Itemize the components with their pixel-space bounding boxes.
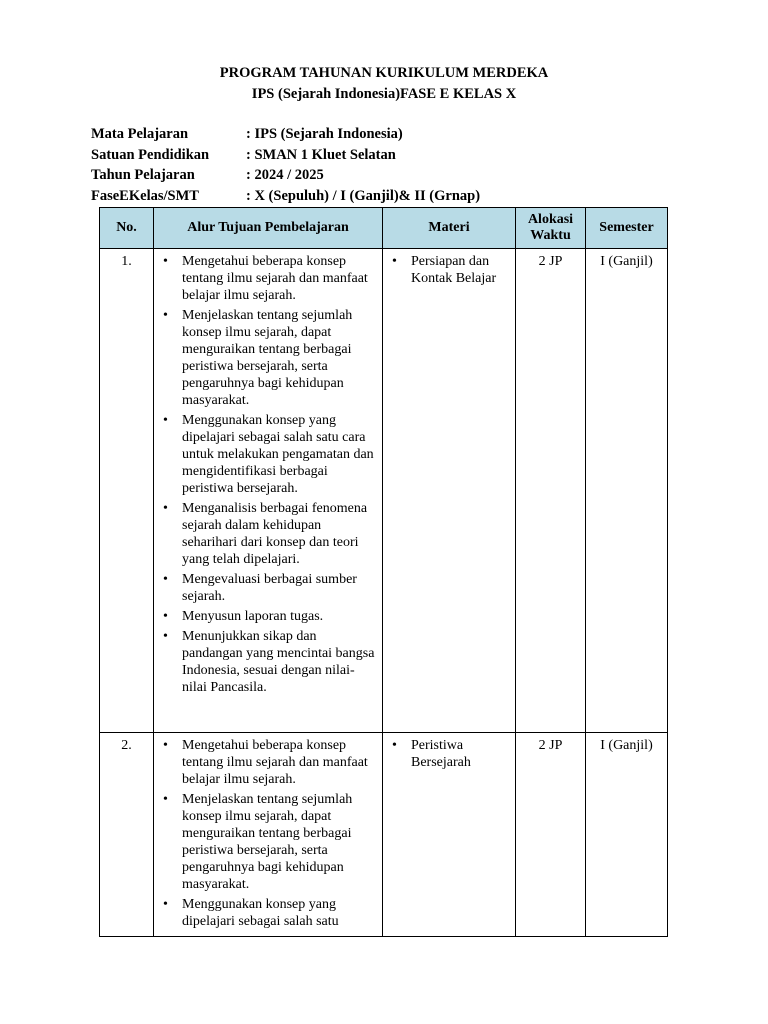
materi-cell [383, 249, 516, 733]
info-label: Satuan Pendidikan [91, 146, 210, 163]
materi-cell [383, 733, 516, 937]
info-label: Tahun Pelajaran [91, 167, 195, 184]
table-row [100, 733, 668, 937]
info-value: : SMAN 1 Kluet Selatan [246, 146, 396, 163]
semester-cell: I (Ganjil) [586, 733, 668, 937]
atp-list [154, 253, 376, 696]
header-alokasi: Alokasi Waktu [516, 208, 586, 249]
materi-item: • Persiapan dan Kontak Belajar [383, 253, 509, 287]
info-value: : 2024 / 2025 [246, 167, 324, 184]
table-row [100, 249, 668, 733]
header-no: No. [100, 208, 154, 249]
identity-block [91, 124, 480, 206]
row-number: 2. [100, 733, 154, 937]
semester-cell: I (Ganjil) [586, 249, 668, 733]
atp-item: • Menjelaskan tentang sejumlah konsep ilmu sejarah, dapat menguraikan tentang berbagai peristiwa bersejarah, serta pengaruhnya bagi kehidupan masyarakat. [154, 791, 376, 893]
atp-item: • Menjelaskan tentang sejumlah konsep ilmu sejarah, dapat menguraikan tentang berbagai peristiwa bersejarah, serta pengaruhnya bagi kehidupan masyarakat. [154, 307, 376, 409]
info-label: Mata Pelajaran [91, 126, 189, 142]
alokasi-cell: 2 JP [516, 249, 586, 733]
atp-item: • Menganalisis berbagai fenomena sejarah dalam kehidupan seharihari dari konsep dan teori yang telah dipelajari. [154, 500, 376, 568]
materi-list [383, 737, 509, 771]
document-subtitle: IPS (Sejarah Indonesia)FASE E KELAS X [251, 86, 517, 102]
atp-item: • Menunjukkan sikap dan pandangan yang mencintai bangsa Indonesia, sesuai dengan nilai-nilai Pancasila. [154, 628, 376, 696]
document-title: PROGRAM TAHUNAN KURIKULUM MERDEKA [219, 65, 549, 81]
materi-list [383, 253, 509, 287]
atp-cell [154, 733, 383, 937]
info-value: : IPS (Sejarah Indonesia) [246, 126, 403, 142]
row-number: 1. [100, 249, 154, 733]
atp-list [154, 737, 376, 930]
info-row-mata-pelajaran [91, 124, 480, 145]
atp-item: • Mengetahui beberapa konsep tentang ilmu sejarah dan manfaat belajar ilmu sejarah. [154, 737, 376, 788]
materi-item: • Peristiwa Bersejarah [383, 737, 509, 771]
info-label: FaseEKelas/SMT [91, 187, 199, 204]
atp-item: • Menyusun laporan tugas. [154, 608, 376, 625]
header-materi: Materi [383, 208, 516, 249]
info-value: : X (Sepuluh) / I (Ganjil)& II (Grnap) [246, 187, 481, 204]
info-row-satuan-pendidikan [91, 145, 480, 166]
info-row-tahun-pelajaran [91, 165, 480, 186]
atp-item: • Menggunakan konsep yang dipelajari sebagai salah satu [154, 896, 376, 930]
header-semester: Semester [586, 208, 668, 249]
alokasi-cell: 2 JP [516, 733, 586, 937]
program-table [99, 207, 668, 937]
atp-item: • Mengetahui beberapa konsep tentang ilmu sejarah dan manfaat belajar ilmu sejarah. [154, 253, 376, 304]
atp-cell [154, 249, 383, 733]
table-header-row [100, 208, 668, 249]
atp-item: • Menggunakan konsep yang dipelajari sebagai salah satu cara untuk melakukan pengamatan dan mengidentifikasi berbagai peristiwa bersejarah. [154, 412, 376, 497]
header-atp: Alur Tujuan Pembelajaran [154, 208, 383, 249]
atp-item: • Mengevaluasi berbagai sumber sejarah. [154, 571, 376, 605]
info-row-fase-kelas [91, 186, 480, 207]
